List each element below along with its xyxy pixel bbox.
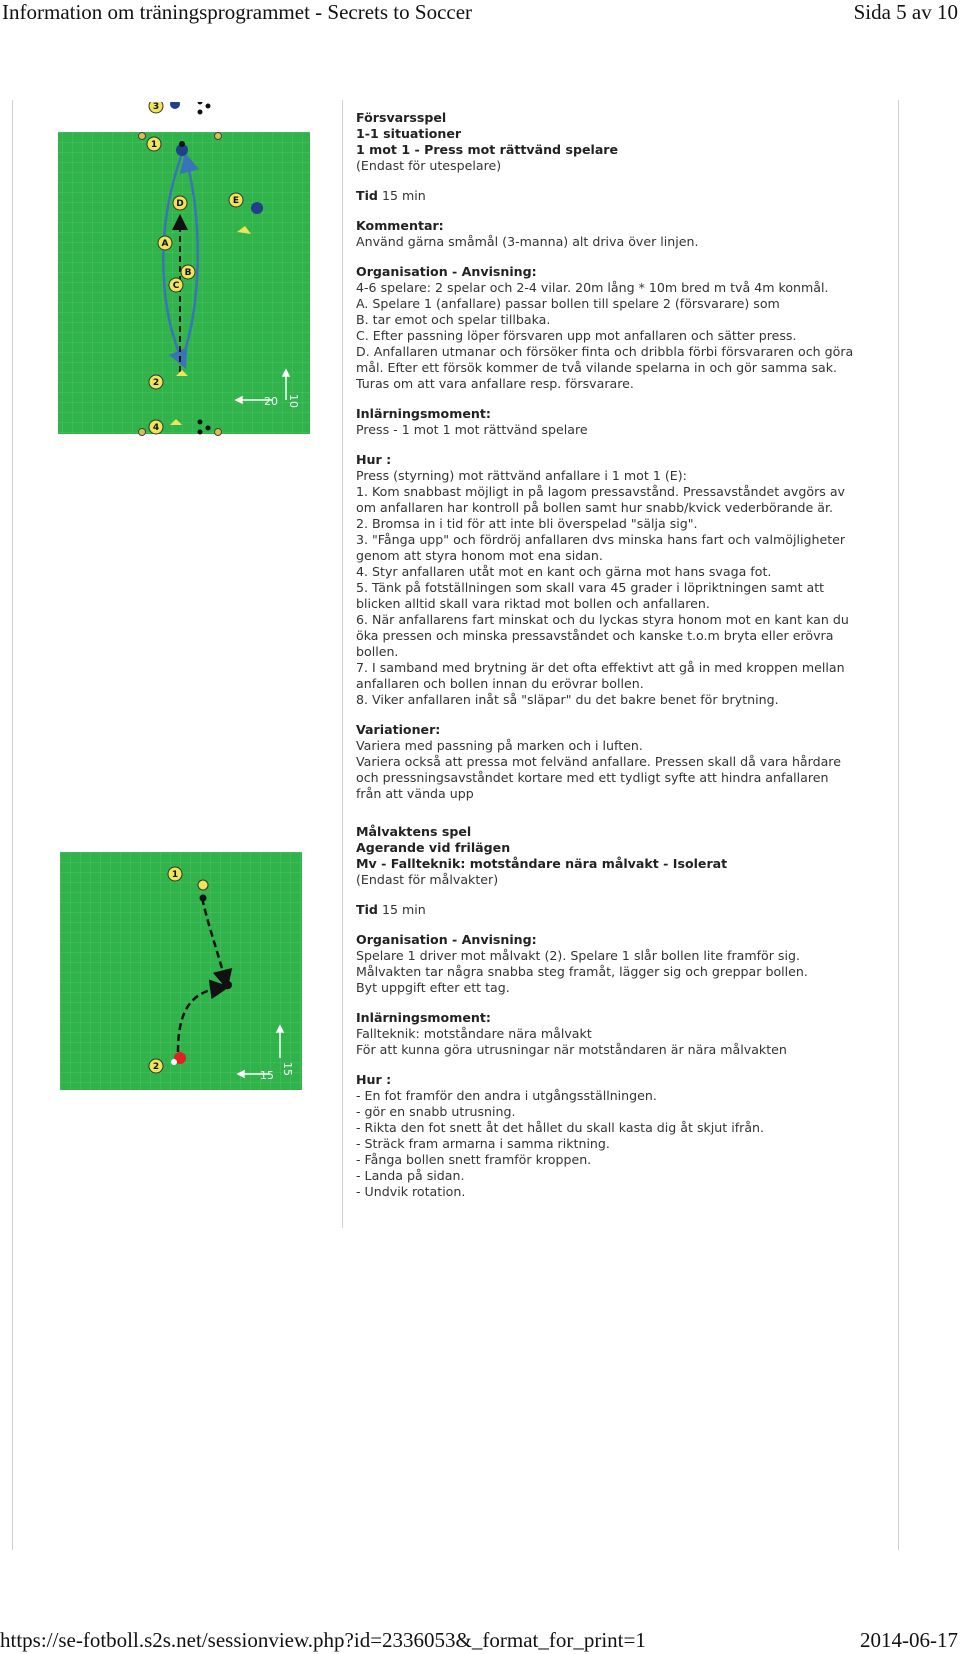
ex2-time — [356, 902, 880, 918]
page-header — [0, 0, 960, 30]
ex2-org-line: Byt uppgift efter ett tag. — [356, 980, 510, 995]
diagram-label-4: 4 — [152, 423, 160, 433]
page-footer — [0, 1628, 960, 1654]
ex1-how-line: 8. Viker anfallaren inåt så "släpar" du det bakre benet för brytning. — [356, 692, 779, 707]
footer-url[interactable]: https://se-fotboll.s2s.net/sessionview.php?id=2336053&_format_for_print=1 — [0, 1628, 646, 1652]
ex2-how-line: - Undvik rotation. — [356, 1184, 466, 1199]
ex1-learn-label: Inlärningsmoment: — [356, 406, 491, 421]
ex1-var-line: och pressningsavståndet kortare med ett tydligt syfte att hindra anfallaren — [356, 770, 829, 785]
ex2-org-line: Målvakten tar några snabba steg framåt, lägger sig och greppar bollen. — [356, 964, 808, 979]
header-page-number: Sida 5 av 10 — [853, 0, 958, 24]
ex1-how-line: öka pressen och minska pressavståndet och kanske t.o.m bryta eller erövra — [356, 628, 834, 643]
diagram-label-a: A — [161, 239, 169, 249]
diagram-label-c: C — [172, 281, 180, 291]
ex1-comment-label: Kommentar: — [356, 218, 444, 233]
ex1-how-line: Press (styrning) mot rättvänd anfallare i 1 mot 1 (E): — [356, 468, 687, 483]
ex2-how-line: - Sträck fram armarna i samma riktning. — [356, 1136, 610, 1151]
right-border — [898, 100, 899, 1550]
ex2-how-label: Hur : — [356, 1072, 392, 1087]
ex1-var-line: Variera med passning på marken och i luften. — [356, 738, 643, 753]
diagram2-scale-height: 15 — [281, 1062, 294, 1076]
ex1-how-line: blicken alltid skall vara riktad mot bollen och anfallaren. — [356, 596, 710, 611]
ex2-note: (Endast för målvakter) — [356, 872, 499, 887]
ex1-how-line: 2. Bromsa in i tid för att inte bli överspelad "sälja sig". — [356, 516, 698, 531]
ex1-how-line: 7. I samband med brytning är det ofta effektivt att gå in med kroppen mellan — [356, 660, 845, 675]
ex2-how-line: - gör en snabb utrusning. — [356, 1104, 516, 1119]
ex2-how-line: - Fånga bollen snett framför kroppen. — [356, 1152, 592, 1167]
diagram-label-d: D — [176, 199, 184, 209]
center-divider — [342, 100, 343, 1228]
diagram-scale-width: 20 — [264, 395, 278, 408]
exercise-1-diagram — [32, 102, 322, 464]
ex1-learn: Press - 1 mot 1 mot rättvänd spelare — [356, 422, 588, 437]
ex1-org-line: B. tar emot och spelar tillbaka. — [356, 312, 551, 327]
ex1-org-line: Turas om att vara anfallare resp. försvarare. — [356, 376, 634, 391]
ex2-heading-1: Målvaktens spel — [356, 824, 472, 839]
ex2-how-line: - Rikta den fot snett åt det hållet du skall kasta dig åt skjut ifrån. — [356, 1120, 765, 1135]
ex1-how-line: 3. "Fånga upp" och fördröj anfallaren dvs minska hans fart och valmöjligheter — [356, 532, 846, 547]
ex2-learn-line: Fallteknik: motståndare nära målvakt — [356, 1026, 592, 1041]
ex1-how-line: 6. När anfallarens fart minskat och du lyckas styra honom mot en kant kan du — [356, 612, 849, 627]
ex1-how-line: bollen. — [356, 644, 399, 659]
diagram2-scale-width: 15 — [260, 1069, 274, 1082]
ex2-time-label: Tid — [356, 902, 378, 917]
ex1-note: (Endast för utespelare) — [356, 158, 502, 173]
ex2-org-label: Organisation - Anvisning: — [356, 932, 537, 947]
ex1-org-line: D. Anfallaren utmanar och försöker finta och dribbla förbi försvararen och göra — [356, 344, 854, 359]
ex2-learn-label: Inlärningsmoment: — [356, 1010, 491, 1025]
ex2-time-value: 15 min — [381, 902, 426, 917]
ex2-heading-2: Agerande vid frilägen — [356, 840, 511, 855]
ex1-heading-1: Försvarsspel — [356, 110, 447, 125]
diagram-label-e: E — [232, 196, 240, 206]
diagram2-label-2: 2 — [152, 1062, 160, 1072]
ex2-org-line: Spelare 1 driver mot målvakt (2). Spelare 1 slår bollen lite framför sig. — [356, 948, 800, 963]
ex1-heading-3: 1 mot 1 - Press mot rättvänd spelare — [356, 142, 619, 157]
ex1-heading-2: 1-1 situationer — [356, 126, 462, 141]
ex1-time — [356, 188, 880, 204]
diagram-label-1: 1 — [150, 140, 158, 150]
ex1-how-line: 5. Tänk på fotställningen som skall vara 45 grader i löpriktningen samt att — [356, 580, 825, 595]
ex1-how-label: Hur : — [356, 452, 392, 467]
exercise-1-text — [356, 110, 880, 802]
ex1-org-label: Organisation - Anvisning: — [356, 264, 537, 279]
exercise-2-text — [356, 824, 880, 1200]
left-border — [12, 100, 13, 1550]
ex1-org-line: A. Spelare 1 (anfallare) passar bollen till spelare 2 (försvarare) som — [356, 296, 780, 311]
exercise-2-diagram — [60, 852, 302, 1090]
ex2-how-line: - En fot framför den andra i utgångsställningen. — [356, 1088, 657, 1103]
diagram-label-3: 3 — [152, 102, 160, 112]
ex1-comment: Använd gärna småmål (3-manna) alt driva över linjen. — [356, 234, 699, 249]
diagram-scale-height: 10 — [287, 394, 300, 408]
ex1-how-line: 1. Kom snabbast möjligt in på lagom pressavstånd. Pressavståndet avgörs av — [356, 484, 845, 499]
ex1-var-line: från att vända upp — [356, 786, 474, 801]
ex2-learn-line: För att kunna göra utrusningar när motståndaren är nära målvakten — [356, 1042, 787, 1057]
ex1-org-line: C. Efter passning löper försvaren upp mot anfallaren och sätter press. — [356, 328, 797, 343]
ex1-var-line: Variera också att pressa mot felvänd anfallare. Pressen skall då vara hårdare — [356, 754, 841, 769]
ex1-time-value: 15 min — [381, 188, 426, 203]
ex1-how-line: anfallaren och bollen innan du erövrar bollen. — [356, 676, 644, 691]
footer-date: 2014-06-17 — [860, 1628, 958, 1652]
diagram-label-b: B — [184, 268, 192, 278]
ex1-how-line: 4. Styr anfallaren utåt mot en kant och gärna mot hans svaga fot. — [356, 564, 772, 579]
ex1-how-line: genom att styra honom mot ena sidan. — [356, 548, 603, 563]
ex2-heading-3: Mv - Fallteknik: motståndare nära målvakt - Isolerat — [356, 856, 728, 871]
ex1-var-label: Variationer: — [356, 722, 441, 737]
diagram-label-2: 2 — [152, 378, 160, 388]
ex1-org-line: mål. Efter ett försök kommer de två vilande spelarna in och gör samma sak. — [356, 360, 838, 375]
ex1-how-line: om anfallaren har kontroll på bollen samt hur snabb/kvick vederbörande är. — [356, 500, 834, 515]
diagram2-label-1: 1 — [171, 870, 179, 880]
ex1-time-label: Tid — [356, 188, 378, 203]
ex2-how-line: - Landa på sidan. — [356, 1168, 465, 1183]
header-title: Information om träningsprogrammet - Secrets to Soccer — [2, 0, 473, 24]
ex1-org-line: 4-6 spelare: 2 spelar och 2-4 vilar. 20m lång * 10m bred m två 4m konmål. — [356, 280, 829, 295]
